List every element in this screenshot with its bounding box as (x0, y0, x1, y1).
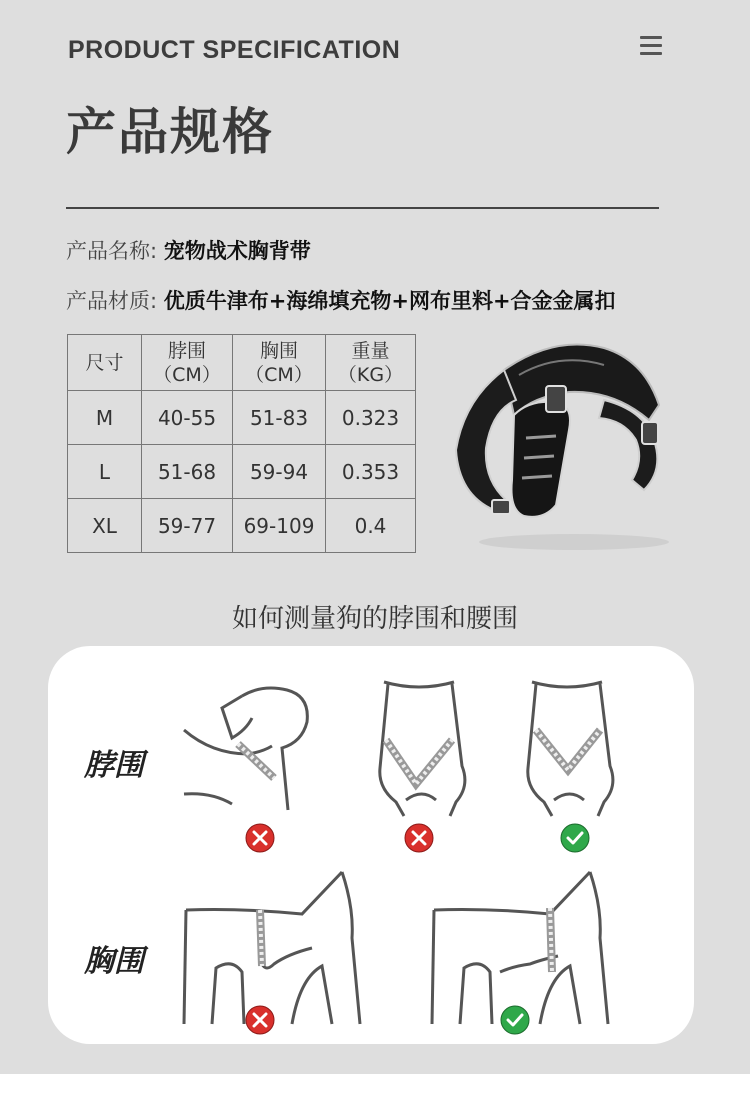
menu-icon[interactable] (640, 36, 664, 56)
neck-side-illustration (182, 682, 312, 812)
neck-front-low-illustration (374, 678, 474, 820)
header-neck: 脖围 (167, 339, 206, 362)
table-cell: 0.353 (326, 445, 416, 499)
header-weight: 重量 (351, 339, 390, 362)
header-chest-unit: （CM） (245, 363, 313, 386)
table-cell: L (68, 445, 142, 499)
table-cell: 59-77 (142, 499, 233, 553)
table-row (68, 391, 416, 445)
wrong-mark-icon (404, 823, 434, 853)
neck-label: 脖围 (84, 748, 144, 783)
table-cell: 51-83 (233, 391, 326, 445)
table-header-cell (142, 335, 233, 391)
table-header-cell (326, 335, 416, 391)
table-header-row (68, 335, 416, 391)
chest-correct-illustration (430, 868, 610, 1028)
table-header-cell (68, 335, 142, 391)
table-cell: 40-55 (142, 391, 233, 445)
table-cell: M (68, 391, 142, 445)
table-header-cell (233, 335, 326, 391)
harness-product-image (444, 330, 694, 560)
divider (66, 207, 659, 209)
correct-mark-icon (560, 823, 590, 853)
wrong-mark-icon (245, 823, 275, 853)
header-neck-unit: （CM） (153, 363, 221, 386)
table-cell: 0.323 (326, 391, 416, 445)
correct-mark-icon (500, 1005, 530, 1035)
header-size: 尺寸 (85, 351, 124, 374)
table-cell: 0.4 (326, 499, 416, 553)
measure-guide-title: 如何测量狗的脖围和腰围 (231, 604, 518, 634)
neck-front-correct-illustration (522, 678, 622, 820)
chest-label: 胸围 (84, 944, 144, 979)
table-cell: 51-68 (142, 445, 233, 499)
product-name-line (66, 235, 311, 265)
product-name-value: 宠物战术胸背带 (163, 239, 311, 263)
product-material-line (66, 285, 616, 315)
header-chest: 胸围 (259, 339, 298, 362)
header-weight-unit: （KG） (337, 363, 404, 386)
table-row (68, 445, 416, 499)
page-title-en: PRODUCT SPECIFICATION (68, 36, 401, 64)
table-cell: 69-109 (233, 499, 326, 553)
product-material-value: 优质牛津布+海绵填充物+网布里料+合金金属扣 (163, 289, 616, 313)
product-material-label: 产品材质: (66, 289, 158, 313)
page-title-cn: 产品规格 (66, 103, 274, 161)
size-table (67, 334, 416, 553)
product-name-label: 产品名称: (66, 239, 158, 263)
table-cell: 59-94 (233, 445, 326, 499)
table-row (68, 499, 416, 553)
table-cell: XL (68, 499, 142, 553)
chest-wrong-illustration (182, 868, 362, 1028)
wrong-mark-icon (245, 1005, 275, 1035)
